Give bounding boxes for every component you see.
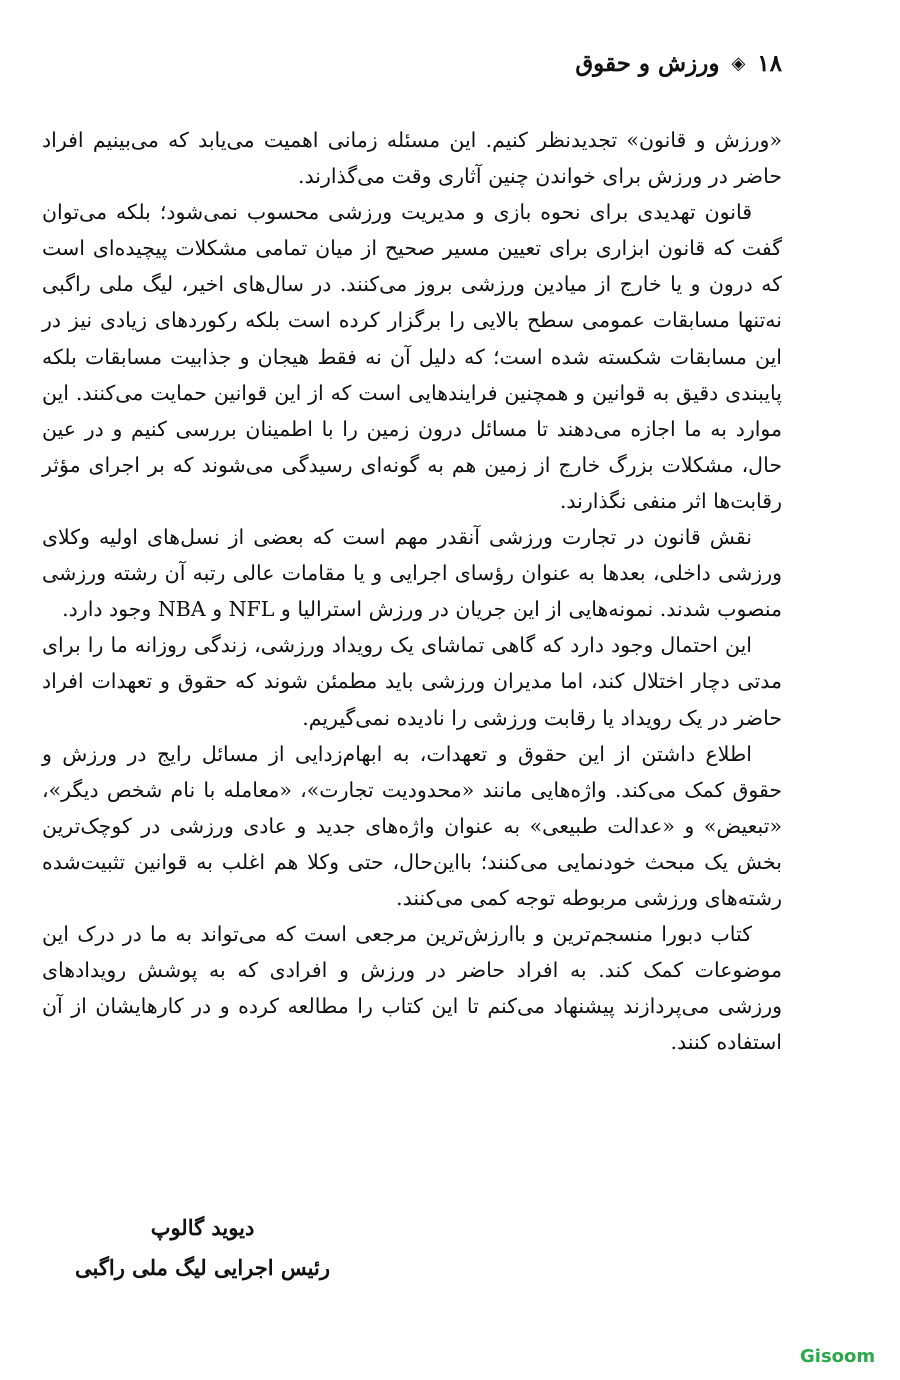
gisoom-logo-icon: Gisoom [800, 1346, 876, 1367]
paragraph: «ورزش و قانون» تجدیدنظر کنیم. این مسئله زمانی اهمیت می‌یابد که می‌بینیم افراد حاضر در ورزش برای خواندن چنین آثاری وقت می‌گذارند. [42, 128, 782, 189]
paragraph: کتاب دبورا منسجم‌ترین و باارزش‌ترین مرجعی است که می‌تواند به ما در درک این موضوعات کمک کند. به افراد حاضر در ورزش و افرادی که به پوشش رویدادهای ورزشی می‌پردازند پیشنهاد می‌کنم تا این کتاب را مطالعه کرده و در کارهایشان از آن استفاده کنند. [42, 922, 782, 1055]
running-title: ورزش و حقوق [575, 50, 720, 77]
page-header [575, 50, 782, 77]
diamond-icon: ◈ [731, 53, 746, 74]
paragraph: نقش قانون در تجارت ورزشی آنقدر مهم است که بعضی از نسل‌های اولیه وکلای ورزشی داخلی، بعدها به عنوان رؤسای اجرایی و یا مقامات عالی رتبه آن رشته ورزشی منصوب شدند. نمونه‌هایی از این جریان در ورزش استرالیا و NFL و NBA وجود دارد. [42, 525, 782, 622]
body-text [42, 122, 782, 1060]
signature-block [75, 1208, 330, 1288]
paragraph: قانون تهدیدی برای نحوه بازی و مدیریت ورزشی محسوب نمی‌شود؛ بلکه می‌توان گفت که قانون ابزاری برای تعیین مسیر صحیح از میان تمامی مشکلات پیچیده‌ای است که درون و یا خارج از میادین ورزشی بروز می‌کنند. در سال‌های اخیر، لیگ ملی راگبی نه‌تنها مسابقات عمومی سطح بالایی را برگزار کرده است بلکه رکوردهای زیادی نیز در این مسابقات شکسته شده است؛ که دلیل آن نه فقط هیجان و جذابیت مسابقات بلکه پایبندی دقیق به قوانین و همچنین فرایندهایی است که از این قوانین حمایت می‌کنند. این موارد به ما اجازه می‌دهند تا مسائل درون زمین را با اطمینان بررسی کنیم و در عین حال، مشکلات بزرگ خارج از زمین هم به گونه‌ای رسیدگی می‌شوند که بر اجرای مؤثر رقابت‌ها اثر منفی نگذارند. [42, 200, 782, 513]
signature-name: دیوید گالوپ [150, 1215, 255, 1240]
paragraph: اطلاع داشتن از این حقوق و تعهدات، به ابهام‌زدایی از مسائل رایج در ورزش و حقوق کمک می‌کند. واژه‌هایی مانند «محدودیت تجارت»، «معامله با نام شخص دیگر»، «تبعیض» و «عدالت طبیعی» به عنوان واژه‌های جدید و عادی ورزشی در کوچک‌ترین بخش یک مبحث خودنمایی می‌کنند؛ بااین‌حال، حتی وکلا هم اغلب به قوانین تثبیت‌شده رشته‌های ورزشی مربوطه توجه کمی می‌کنند. [42, 741, 782, 910]
signature-role: رئیس اجرایی لیگ ملی راگبی [75, 1255, 330, 1280]
page-number: ۱۸ [757, 50, 782, 77]
paragraph: این احتمال وجود دارد که گاهی تماشای یک رویداد ورزشی، زندگی روزانه ما را برای مدتی دچار اختلال کند، اما مدیران ورزشی باید مطمئن شوند که حقوق و تعهدات افراد حاضر در یک رویداد یا رقابت ورزشی را نادیده نمی‌گیریم. [42, 633, 782, 730]
